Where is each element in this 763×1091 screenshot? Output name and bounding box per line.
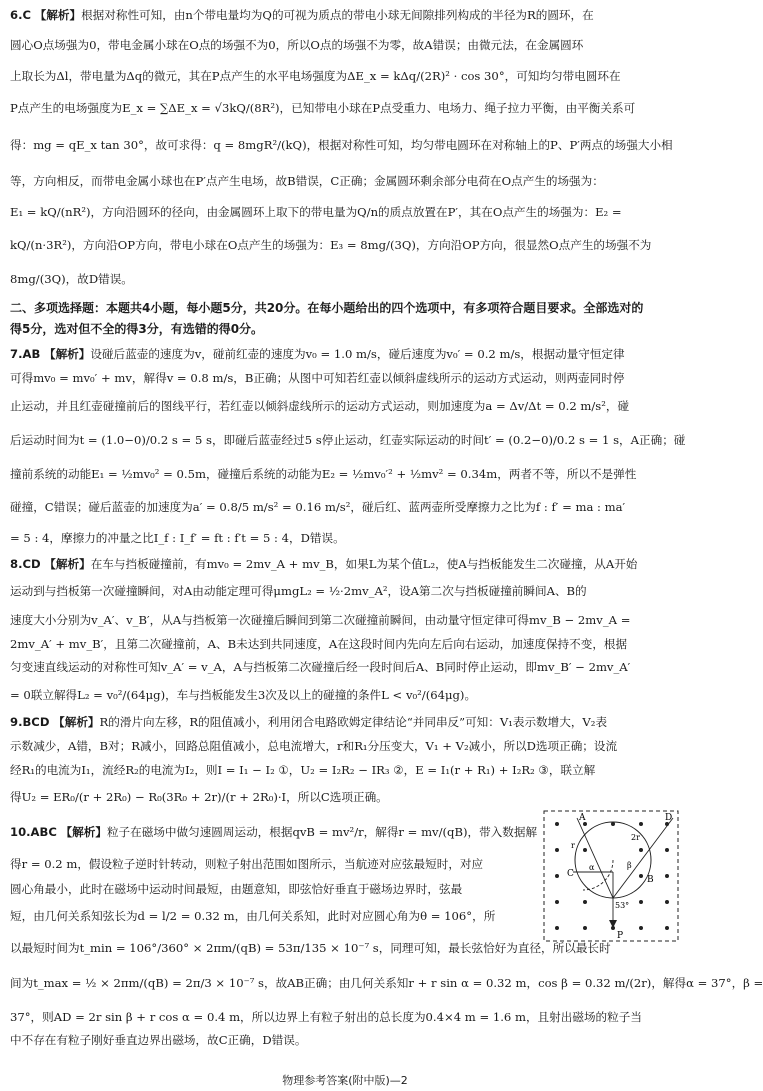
label-alpha: α [589, 863, 595, 872]
chord-DP [613, 818, 673, 898]
text-line-1: 6.C 【解析】根据对称性可知，由n个带电量均为Q的可视为质点的带电小球无间隙排列构成的半径为R的圆环，在 [10, 8, 594, 22]
text-line-6: 等，方向相反，而带电金属小球也在P′点产生电场，故B错误，C正确；金属圆环剩余部分电荷在O点产生的场强为： [10, 174, 604, 188]
text-line-32: 短，由几何关系知弦长为d = l/2 = 0.32 m，由几何关系知，此时对应圆心角为θ = 106°，所 [10, 909, 496, 923]
text-line-15: 后运动时间为t = (1.0−0)/0.2 s = 5 s，即碰后蓝壶经过5 s停止运动，红壶实际运动的时间t′ = (0.2−0)/0.2 s = 1 s，A正确；碰 [10, 433, 686, 447]
text-line-5: 得：mg = qE_x tan 30°，故可求得：q = 8mgR²/(kQ)，根据对称性可知，均匀带电圆环在对称轴上的P、P′两点的场强大小相 [10, 138, 673, 152]
text-line-9: 8mg/(3Q)，故D错误。 [10, 272, 133, 286]
text-line-8: kQ/(n·3R²)，方向沿OP方向，带电小球在O点产生的场强为：E₃ = 8mg/(3Q)，方向沿OP方向，很显然O点产生的场强不为 [10, 238, 652, 252]
text-line-7: E₁ = kQ/(nR²)，方向沿圆环的径向，由金属圆环上取下的带电量为Q/n的质点放置在P′，其在O点产生的场强为：E₂ = [10, 205, 622, 219]
arrow-head [609, 920, 617, 928]
text-line-18: = 5 : 4，摩擦力的冲量之比I_f : I_f′ = ft : f′t = 5 : 4，D错误。 [10, 531, 345, 545]
text-line-22: 2mv_A′ + mv_B′，且第二次碰撞前，A、B未达到共同速度，A在这段时间内先向左后向右运动，加速度保持不变，根据 [10, 637, 628, 651]
section-heading-2: 得5分，选对但不全的得3分，有选错的得0分。 [10, 322, 264, 336]
label-2r: 2r [631, 833, 640, 842]
label-A: A [579, 813, 586, 823]
label-r: r [571, 841, 575, 850]
text-line-25: 9.BCD 【解析】R的滑片向左移，R的阻值减小，利用闭合电路欧姆定律结论“并同串反”可知：V₁表示数增大，V₂表 [10, 715, 608, 729]
page-footer: 物理参考答案(附中版)—2 [282, 1074, 408, 1087]
label-C: C [567, 869, 574, 879]
text-line-4: P点产生的电场强度为E_x = ∑ΔE_x = √3kQ/(8R²)，已知带电小球在P点受重力、电场力、绳子拉力平衡，由平衡关系可 [10, 101, 636, 115]
text-line-31: 圆心角最小，此时在磁场中运动时间最短，由题意知，即弦恰好垂直于磁场边界时，弦最 [10, 882, 463, 896]
label-D: D [665, 813, 673, 823]
section-heading-1: 二、多项选择题：本题共4小题，每小题5分，共20分。在每小题给出的四个选项中，有多项符合题目要求。全部选对的 [10, 301, 644, 315]
label-beta: β [627, 861, 632, 870]
text-line-3: 上取长为Δl，带电量为Δq的微元，其在P点产生的水平电场强度为ΔE_x = kΔq/(2R)² · cos 30°，可知均匀带电圆环在 [10, 69, 621, 83]
text-line-35: 37°，则AD = 2r sin β + r cos α = 0.4 m，所以边界上有粒子射出的总长度为0.4×4 m = 1.6 m，且射出磁场的粒子当 [10, 1010, 642, 1024]
text-line-12: 7.AB 【解析】设碰后蓝壶的速度为v，碰前红壶的速度为v₀ = 1.0 m/s，碰后速度为v₀′ = 0.2 m/s，根据动量守恒定律 [10, 347, 625, 361]
text-line-28: 得U₂ = ER₀/(r + 2R₀) − R₀(3R₀ + 2r)/(r + 2R₀)·I，所以C选项正确。 [10, 790, 388, 804]
text-line-27: 经R₁的电流为I₁，流经R₂的电流为I₂，则I = I₁ − I₂ ①，U₂ = I₂R₂ − IR₃ ②，E = I₁(r + R₁) + I₂R₂ ③，联立解 [10, 763, 596, 777]
label-53deg: 53° [615, 901, 630, 910]
chord-AP [577, 818, 613, 898]
text-line-20: 运动到与挡板第一次碰撞瞬间，对A由动能定理可得μmgL₂ = ½·2mv_A²，设A第二次与挡板碰撞前瞬间A、B的 [10, 584, 587, 598]
text-line-16: 撞前系统的动能E₁ = ½mv₀² = 0.5m，碰撞后系统的动能为E₂ = ½mv₀′² + ½mv² = 0.34m，两者不等，所以不是弹性 [10, 467, 637, 481]
label-B: B [647, 875, 654, 885]
text-line-13: 可得mv₀ = mv₀′ + mv，解得v = 0.8 m/s，B正确；从图中可知若红壶以倾斜虚线所示的运动方式运动，则两壶同时停 [10, 371, 625, 385]
label-P: P [617, 931, 624, 941]
text-line-21: 速度大小分别为v_A′、v_B′，从A与挡板第一次碰撞后瞬间到第二次碰撞前瞬间，由动量守恒定律可得mv_B − 2mv_A = [10, 613, 631, 627]
text-line-36: 中不存在有粒子刚好垂直边界出磁场，故C正确，D错误。 [10, 1033, 307, 1047]
text-line-14: 止运动，并且红壶碰撞前后的图线平行，若红壶以倾斜虚线所示的运动方式运动，则加速度为a = Δv/Δt = 0.2 m/s²，碰 [10, 399, 630, 413]
text-line-24: = 0联立解得L₂ = v₀²/(64μg)，车与挡板能发生3次及以上的碰撞的条件L < v₀²/(64μg)。 [10, 688, 477, 702]
text-line-23: 匀变速直线运动的对称性可知v_A′ = v_A，A与挡板第二次碰撞后经一段时间后A、B同时停止运动，即mv_B′ − 2mv_A′ [10, 660, 631, 674]
text-line-30: 得r = 0.2 m，假设粒子逆时针转动，则粒子射出范围如图所示，当航迹对应弦最短时，对应 [10, 857, 484, 871]
magnetic-field-diagram [543, 810, 679, 942]
text-line-34: 间为t_max = ½ × 2πm/(qB) = 2π/3 × 10⁻⁷ s，故AB正确；由几何关系知r + r sin α = 0.32 m，cos β = 0.32 m/(2r)，解得α = 37°，β = [10, 976, 763, 990]
text-line-29: 10.ABC 【解析】粒子在磁场中做匀速圆周运动，根据qvB = mv²/r，解得r = mv/(qB)，带入数据解 [10, 825, 538, 839]
text-line-19: 8.CD 【解析】在车与挡板碰撞前，有mv₀ = 2mv_A + mv_B，如果L为某个值L₂，使A与挡板能发生二次碰撞，从A开始 [10, 557, 638, 571]
text-line-2: 圆心O点场强为0，带电金属小球在O点的场强不为0，所以O点的场强不为零，故A错误；由微元法，在金属圆环 [10, 38, 584, 52]
text-line-33: 以最短时间为t_min = 106°/360° × 2πm/(qB) = 53π/135 × 10⁻⁷ s，同理可知，最长弦恰好为直径，所以最长时 [10, 941, 611, 955]
text-line-17: 碰撞，C错误；碰后蓝壶的加速度为a′ = 0.8/5 m/s² = 0.16 m/s²，碰后红、蓝两壶所受摩擦力之比为f : f′ = ma : ma′ [10, 500, 626, 514]
text-line-26: 示数减少，A错，B对；R减小，回路总阻值减小，总电流增大，r和R₁分压变大，V₁ + V₂减小，所以D选项正确；设流 [10, 739, 618, 753]
